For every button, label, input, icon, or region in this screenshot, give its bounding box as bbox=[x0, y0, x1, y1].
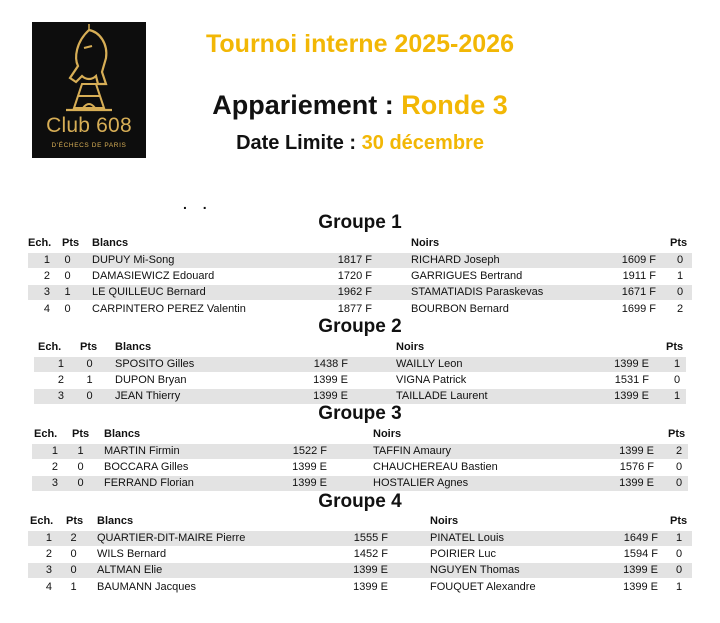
col-pts-noirs-header: Pts bbox=[670, 237, 688, 249]
black-player: CHAUCHEREAU Bastien bbox=[373, 461, 498, 474]
table-row bbox=[28, 302, 692, 317]
white-player: WILS Bernard bbox=[97, 548, 167, 561]
black-rating: 1699 F bbox=[621, 302, 656, 315]
table-row bbox=[28, 580, 692, 595]
col-blancs-header: Blancs bbox=[104, 428, 141, 440]
white-rating: 1399 E bbox=[353, 564, 388, 577]
board-number: 3 bbox=[57, 390, 64, 403]
black-rating: 1399 E bbox=[614, 390, 649, 403]
black-points: 1 bbox=[676, 270, 684, 283]
table-row bbox=[32, 444, 688, 459]
black-player: NGUYEN Thomas bbox=[430, 564, 520, 577]
col-pts-header: Pts bbox=[66, 515, 84, 527]
white-player: FERRAND Florian bbox=[104, 477, 194, 490]
col-noirs-header: Noirs bbox=[396, 341, 425, 353]
logo-tagline: D'ÉCHECS DE PARIS bbox=[51, 142, 127, 149]
table-row bbox=[32, 460, 688, 475]
logo-brand-text: Club 608 bbox=[46, 114, 132, 137]
white-player: DAMASIEWICZ Edouard bbox=[92, 270, 215, 283]
black-points: 0 bbox=[673, 374, 681, 387]
white-rating: 1399 E bbox=[313, 374, 348, 387]
white-points: 0 bbox=[77, 477, 84, 490]
group-title: Groupe 1 bbox=[318, 212, 402, 233]
white-points: 0 bbox=[70, 548, 77, 561]
black-player: GARRIGUES Bertrand bbox=[411, 270, 523, 283]
black-rating: 1609 F bbox=[621, 254, 656, 266]
black-player: VIGNA Patrick bbox=[396, 374, 467, 387]
table-header bbox=[0, 237, 720, 251]
black-rating: 1576 F bbox=[619, 461, 654, 474]
white-player: SPOSITO Gilles bbox=[115, 358, 195, 370]
deadline-label: Date Limite : bbox=[236, 132, 362, 154]
pairing-label: Appariement : bbox=[212, 90, 402, 120]
black-points: 1 bbox=[673, 390, 681, 403]
board-number: 1 bbox=[45, 532, 52, 544]
white-player: LE QUILLEUC Bernard bbox=[92, 286, 206, 299]
white-points: 0 bbox=[86, 358, 93, 370]
white-player: CARPINTERO PEREZ Valentin bbox=[92, 302, 246, 315]
black-player: STAMATIADIS Paraskevas bbox=[411, 286, 544, 299]
black-rating: 1399 E bbox=[614, 358, 649, 370]
white-rating: 1962 F bbox=[337, 286, 372, 299]
group-title: Groupe 4 bbox=[318, 491, 402, 512]
col-ech-header: Ech. bbox=[30, 515, 54, 527]
group-title: Groupe 2 bbox=[318, 316, 402, 337]
round-label: Ronde 3 bbox=[401, 90, 508, 120]
white-points: 1 bbox=[77, 445, 84, 457]
white-points: 0 bbox=[86, 390, 93, 403]
table-row bbox=[32, 476, 688, 491]
col-pts-noirs-header: Pts bbox=[668, 428, 686, 440]
black-points: 0 bbox=[676, 254, 684, 266]
white-points: 1 bbox=[86, 374, 93, 387]
col-noirs-header: Noirs bbox=[373, 428, 402, 440]
table-row bbox=[28, 547, 692, 562]
white-rating: 1399 E bbox=[292, 461, 327, 474]
black-rating: 1911 F bbox=[622, 270, 656, 283]
black-player: FOUQUET Alexandre bbox=[430, 580, 536, 593]
table-row bbox=[28, 563, 692, 578]
white-player: ALTMAN Elie bbox=[97, 564, 163, 577]
black-rating: 1671 F bbox=[621, 286, 656, 299]
table-header bbox=[0, 515, 720, 529]
white-player: JEAN Thierry bbox=[115, 390, 181, 403]
tournament-title: Tournoi interne 2025-2026 bbox=[206, 30, 514, 58]
board-number: 1 bbox=[51, 445, 58, 457]
col-ech-header: Ech. bbox=[28, 237, 52, 249]
table-header bbox=[0, 428, 720, 442]
table-row bbox=[28, 285, 692, 300]
white-player: BAUMANN Jacques bbox=[97, 580, 197, 593]
col-blancs-header: Blancs bbox=[92, 237, 129, 249]
white-player: DUPUY Mi-Song bbox=[92, 254, 175, 266]
col-ech-header: Ech. bbox=[38, 341, 62, 353]
board-number: 2 bbox=[45, 548, 52, 561]
black-player: POIRIER Luc bbox=[430, 548, 497, 561]
white-player: QUARTIER-DIT-MAIRE Pierre bbox=[97, 532, 246, 544]
white-rating: 1399 E bbox=[353, 580, 388, 593]
black-points: 0 bbox=[675, 477, 683, 490]
col-pts-header: Pts bbox=[80, 341, 98, 353]
deadline-date: 30 décembre bbox=[361, 132, 484, 154]
black-points: 0 bbox=[675, 564, 683, 577]
table-row bbox=[28, 269, 692, 284]
black-rating: 1399 E bbox=[619, 477, 654, 490]
board-number: 2 bbox=[43, 270, 50, 283]
col-blancs-header: Blancs bbox=[97, 515, 134, 527]
col-pts-noirs-header: Pts bbox=[666, 341, 684, 353]
white-rating: 1555 F bbox=[353, 532, 388, 544]
black-points: 0 bbox=[676, 286, 684, 299]
white-rating: 1720 F bbox=[337, 270, 372, 283]
white-points: 1 bbox=[70, 580, 77, 593]
col-noirs-header: Noirs bbox=[430, 515, 459, 527]
group-title: Groupe 3 bbox=[318, 403, 402, 424]
white-rating: 1817 F bbox=[337, 254, 372, 266]
black-player: TAILLADE Laurent bbox=[396, 390, 488, 403]
board-number: 2 bbox=[57, 374, 64, 387]
col-pts-header: Pts bbox=[72, 428, 90, 440]
white-rating: 1399 E bbox=[313, 390, 348, 403]
col-pts-header: Pts bbox=[62, 237, 80, 249]
black-rating: 1594 F bbox=[623, 548, 658, 561]
white-rating: 1438 F bbox=[313, 358, 348, 370]
white-points: 0 bbox=[70, 564, 77, 577]
stray-mark: . . bbox=[183, 196, 213, 212]
black-points: 1 bbox=[673, 358, 681, 370]
club-logo bbox=[32, 22, 146, 158]
white-rating: 1877 F bbox=[337, 302, 372, 315]
pairing-heading bbox=[150, 90, 570, 121]
board-number: 3 bbox=[45, 564, 52, 577]
table-row bbox=[28, 531, 692, 546]
black-player: TAFFIN Amaury bbox=[373, 445, 452, 457]
black-player: HOSTALIER Agnes bbox=[373, 477, 469, 490]
white-rating: 1399 E bbox=[292, 477, 327, 490]
table-row bbox=[34, 373, 686, 388]
board-number: 3 bbox=[43, 286, 50, 299]
black-rating: 1399 E bbox=[623, 564, 658, 577]
knight-eiffel-icon bbox=[32, 22, 146, 122]
board-number: 1 bbox=[43, 254, 50, 266]
col-pts-noirs-header: Pts bbox=[670, 515, 688, 527]
white-player: MARTIN Firmin bbox=[104, 445, 180, 457]
board-number: 2 bbox=[51, 461, 58, 474]
board-number: 3 bbox=[51, 477, 58, 490]
white-player: DUPON Bryan bbox=[115, 374, 187, 387]
black-points: 0 bbox=[675, 548, 683, 561]
black-rating: 1531 F bbox=[614, 374, 649, 387]
table-row bbox=[28, 253, 692, 268]
black-rating: 1649 F bbox=[623, 532, 658, 544]
black-player: BOURBON Bernard bbox=[411, 302, 509, 315]
board-number: 1 bbox=[57, 358, 64, 370]
col-ech-header: Ech. bbox=[34, 428, 58, 440]
black-points: 2 bbox=[675, 445, 683, 457]
black-player: WAILLY Leon bbox=[396, 358, 463, 370]
black-player: RICHARD Joseph bbox=[411, 254, 500, 266]
white-points: 2 bbox=[70, 532, 77, 544]
white-points: 0 bbox=[77, 461, 84, 474]
white-points: 0 bbox=[64, 270, 71, 283]
white-rating: 1452 F bbox=[353, 548, 388, 561]
black-points: 1 bbox=[675, 532, 683, 544]
board-number: 4 bbox=[45, 580, 52, 593]
black-points: 2 bbox=[676, 302, 684, 315]
white-points: 0 bbox=[64, 302, 71, 315]
black-rating: 1399 E bbox=[619, 445, 654, 457]
white-points: 0 bbox=[64, 254, 71, 266]
black-player: PINATEL Louis bbox=[430, 532, 504, 544]
black-points: 1 bbox=[675, 580, 683, 593]
table-header bbox=[0, 341, 720, 355]
white-points: 1 bbox=[64, 286, 71, 299]
deadline-heading bbox=[150, 132, 570, 155]
table-row bbox=[34, 357, 686, 372]
white-rating: 1522 F bbox=[292, 445, 327, 457]
white-player: BOCCARA Gilles bbox=[104, 461, 189, 474]
col-noirs-header: Noirs bbox=[411, 237, 440, 249]
black-rating: 1399 E bbox=[623, 580, 658, 593]
board-number: 4 bbox=[43, 302, 50, 315]
black-points: 0 bbox=[675, 461, 683, 474]
col-blancs-header: Blancs bbox=[115, 341, 152, 353]
